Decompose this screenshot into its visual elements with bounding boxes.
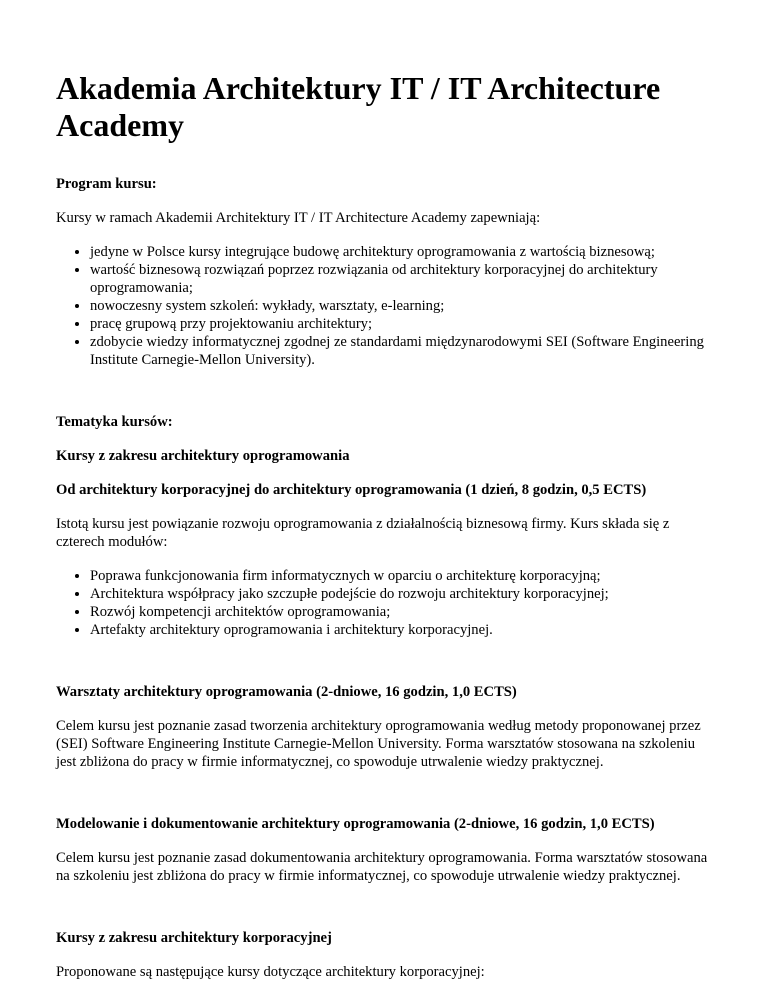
software-architecture-heading: Kursy z zakresu architektury oprogramowania (56, 448, 350, 464)
list-item: • pracę grupową przy projektowaniu architektury; (90, 315, 712, 333)
course-description: Celem kursu jest poznanie zasad tworzenia architektury oprogramowania według metody proponowanej przez (SEI) Software Engineering Institute Carnegie-Mellon University. Forma warsztatów stosowana na szkoleniu jest zbliżona do pracy w firmie informatycznej, co spowoduje utrwalenie wiedzy praktycznej. (56, 718, 701, 770)
list-item: • Rozwój kompetencji architektów oprogramowania; (90, 603, 712, 621)
course-description: Celem kursu jest poznanie zasad dokumentowania architektury oprogramowania. Forma warsztatów stosowana na szkoleniu jest zbliżona do pracy w firmie informatycznej, co spowoduje utrwalenie wiedzy praktycznej. (56, 850, 708, 884)
enterprise-intro-paragraph: Proponowane są następujące kursy dotyczące architektury korporacyjnej: (56, 964, 485, 980)
course-description: Istotą kursu jest powiązanie rozwoju oprogramowania z działalnością biznesową firmy. Kurs składa się z czterech modułów: (56, 516, 670, 550)
intro-paragraph: Kursy w ramach Akademii Architektury IT / IT Architecture Academy zapewniają: (56, 210, 541, 226)
list-item: • jedyne w Polsce kursy integrujące budowę architektury oprogramowania z wartością biznesową; (90, 243, 712, 261)
list-item: • wartość biznesową rozwiązań poprzez rozwiązania od architektury korporacyjnej do architektury oprogramowania; (90, 261, 712, 297)
course-title: Warsztaty architektury oprogramowania (2-dniowe, 16 godzin, 1,0 ECTS) (56, 684, 517, 700)
list-item: • Architektura współpracy jako szczupłe podejście do rozwoju architektury korporacyjnej; (90, 585, 712, 603)
list-item: • Poprawa funkcjonowania firm informatycznych w oparciu o architekturę korporacyjną; (90, 567, 712, 585)
course-title: Modelowanie i dokumentowanie architektury oprogramowania (2-dniowe, 16 godzin, 1,0 ECTS) (56, 816, 655, 832)
list-item: • nowoczesny system szkoleń: wykłady, warsztaty, e-learning; (90, 297, 712, 315)
modules-list (56, 567, 712, 639)
list-item: • zdobycie wiedzy informatycznej zgodnej ze standardami międzynarodowymi SEI (Software Engineering Institute Carnegie-Mellon University). (90, 333, 712, 369)
enterprise-architecture-heading: Kursy z zakresu architektury korporacyjnej (56, 930, 332, 946)
page-title: Akademia Architektury IT / IT Architecture Academy (56, 70, 661, 143)
list-item: • Artefakty architektury oprogramowania i architektury korporacyjnej. (90, 621, 712, 639)
course-title: Od architektury korporacyjnej do architektury oprogramowania (1 dzień, 8 godzin, 0,5 ECTS) (56, 482, 647, 498)
topics-heading: Tematyka kursów: (56, 414, 173, 430)
program-heading: Program kursu: (56, 176, 157, 192)
benefits-list (56, 243, 712, 369)
